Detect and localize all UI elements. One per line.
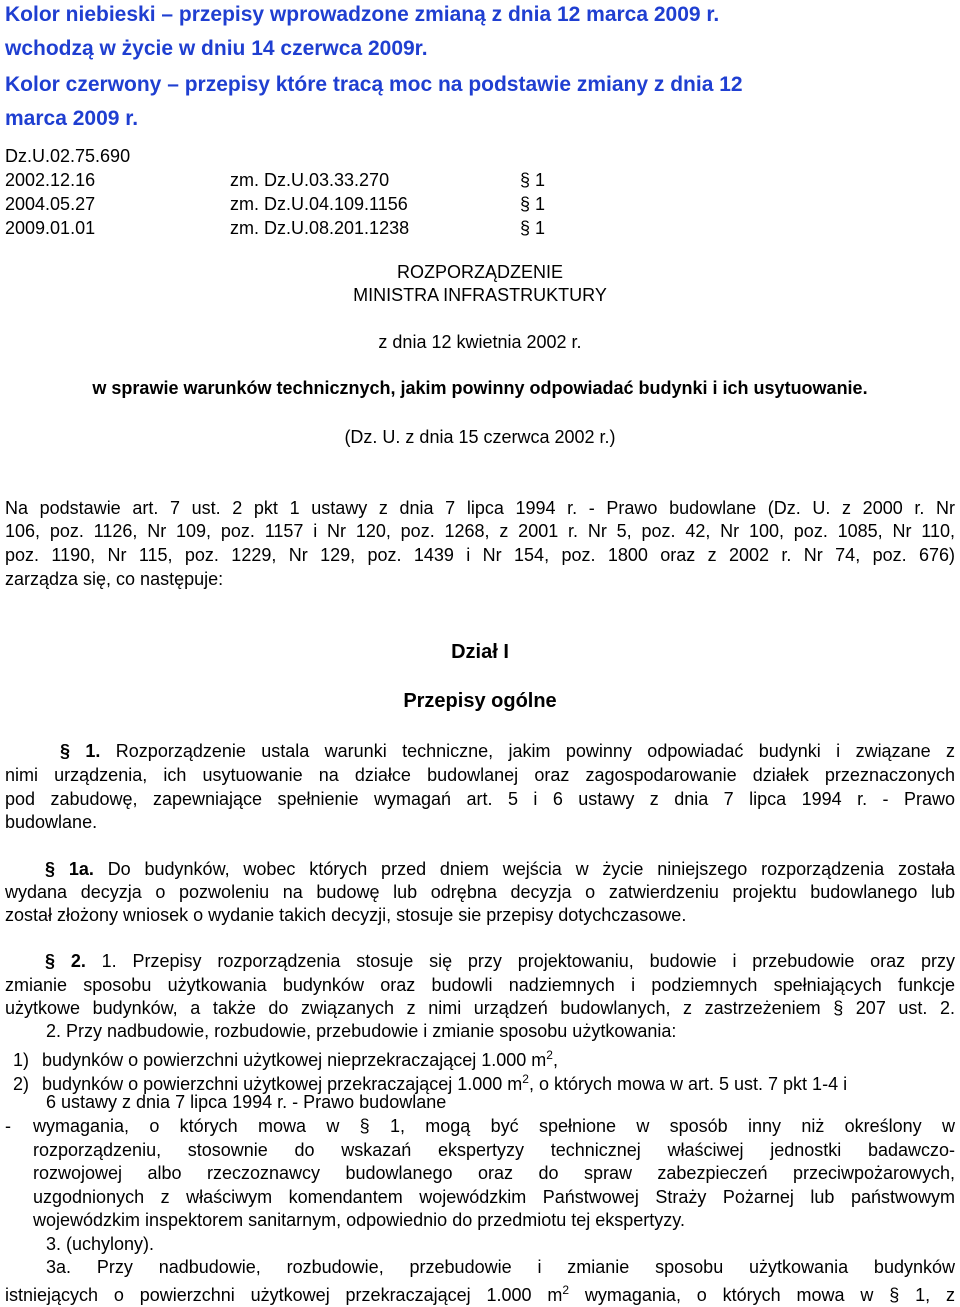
preamble-line: zarządza się, co następuje: [5,569,224,589]
dash-text-line: uzgodnionych z właściwym komendantem wojewódzkim Państwowej Straży Pożarnej lub państwowym [33,1187,955,1207]
paragraph-2-item: istniejących o powierzchni użytkowej przekraczającej 1.000 $m^2$ wymagania, o których mowa w § 1, z [5,1283,955,1305]
main-reference: Dz.U.02.75.690 [5,146,131,166]
list-item-continuation: 6 ustawy z dnia 7 lipca 1994 r. - Prawo budowlane [46,1092,447,1112]
list-text: budynków o powierzchni użytkowej nieprzekraczającej 1.000 $m^2$, [42,1048,558,1070]
amendment-date: 2002.12.16 [5,170,96,190]
paragraph-2-line: użytkowe budynków, a także do związanych z nimi urządzeń budowlanych, z zastrzeżeniem § 207 ust. 2. [5,998,955,1018]
paragraph-number: § 1a. [45,859,94,879]
amendment-ref: zm. Dz.U.04.109.1156 [230,194,408,214]
dash-text-line: wymagania, o których mowa w § 1, mogą być spełnione w sposób inny niż określony w [33,1116,955,1136]
paragraph-text: Do budynków, wobec których przed dniem wejścia w życie niniejszego rozporządzenia została [107,859,955,879]
paragraph-1a-line [5,857,955,881]
amendment-date: 2004.05.27 [5,194,96,214]
paragraph-text: Rozporządzenie ustala warunki techniczne, jakim powinny odpowiadać budynki i związane z [115,741,955,761]
paragraph-number: § 2. [45,951,86,971]
preamble-line: 106, poz. 1126, Nr 109, poz. 1157 i Nr 120, poz. 1268, z 2001 r. Nr 5, poz. 42, Nr 100, poz. 1085, Nr 110, [5,521,955,541]
paragraph-2-item: 3. (uchylony). [46,1234,155,1254]
document-title: ROZPORZĄDZENIE [396,262,563,282]
amendment-row [0,192,960,216]
amendment-ref: zm. Dz.U.03.33.270 [230,170,390,190]
list-number: 2) [13,1074,30,1094]
amendment-date: 2009.01.01 [5,218,96,238]
dash-text-line: rozporządzeniu, stosownie do wskazań ekspertyzy technicznej właściwej jednostki badawczo- [33,1140,955,1160]
paragraph-number: § 1. [60,741,101,761]
list-number: 1) [13,1050,30,1070]
legend-red-line2: marca 2009 r. [5,107,139,130]
amendment-paragraph: § 1 [520,218,546,238]
legend-blue-line1: Kolor niebieski – przepisy wprowadzone zmianą z dnia 12 marca 2009 r. [5,3,720,26]
paragraph-1a-line: wydana decyzja o pozwoleniu na budowę lub odrębna decyzja o zatwierdzeniu projektu budowlanego lub [5,882,955,902]
paragraph-1-line [5,739,955,763]
paragraph-2-item: 2. Przy nadbudowie, rozbudowie, przebudowie i zmianie sposobu użytkowania: [46,1021,677,1041]
amendment-row [0,216,960,240]
section-heading: Dział I [451,641,509,663]
list-text: budynków o powierzchni użytkowej przekraczającej 1.000 $m^2$, o których mowa w art. 5 ust. 7 pkt 1-4 i [42,1072,848,1094]
paragraph-1-line: budowlane. [5,812,98,832]
paragraph-1a-line: został złożony wniosek o wydanie takich decyzji, stosuje sie przepisy dotychczasowe. [5,905,687,925]
preamble-line: Na podstawie art. 7 ust. 2 pkt 1 ustawy z dnia 7 lipca 1994 r. - Prawo budowlane (Dz. U. z 2000 r. Nr [5,498,955,518]
amendment-paragraph: § 1 [520,194,546,214]
dash-marker: - [5,1116,11,1136]
paragraph-2-line: zmianie sposobu użytkowania budynków oraz budowli nadziemnych i podziemnych spełniających funkcje [5,975,955,995]
legend-blue-line2: wchodzą w życie w dniu 14 czerwca 2009r. [5,37,428,60]
paragraph-2-item: 3a. Przy nadbudowie, rozbudowie, przebudowie i zmianie sposobu użytkowania budynków [46,1257,955,1277]
document-subject: w sprawie warunków technicznych, jakim powinny odpowiadać budynki i ich usytuowanie. [92,378,868,398]
dash-text-line: wojewódzkim inspektorem sanitarnym, odpowiednio do przedmiotu tej ekspertyzy. [33,1210,685,1230]
dash-text-line: rozwojowej albo rzeczoznawcy budowlanego oraz do spraw zabezpieczeń przeciwpożarowych, [33,1163,955,1183]
preamble-line: poz. 1190, Nr 115, poz. 1229, Nr 129, poz. 1439 i Nr 154, poz. 1800 oraz z 2002 r. Nr 74, poz. 676) [5,545,955,565]
publication-reference: (Dz. U. z dnia 15 czerwca 2002 r.) [344,427,616,447]
legend-red-line1: Kolor czerwony – przepisy które tracą moc na podstawie zmiany z dnia 12 [5,73,743,96]
paragraph-2-line [5,949,955,973]
paragraph-text: 1. Przepisy rozporządzenia stosuje się przy projektowaniu, budowie i przebudowie oraz przy [101,951,955,971]
paragraph-1-line: pod zabudowę, zapewniające spełnienie wymagań art. 5 i 6 ustawy z dnia 7 lipca 1994 r. - Prawo [5,789,955,809]
document-date: z dnia 12 kwietnia 2002 r. [378,332,582,352]
amendment-ref: zm. Dz.U.08.201.1238 [230,218,410,238]
amendment-paragraph: § 1 [520,170,546,190]
paragraph-1-line: nimi urządzenia, ich usytuowanie na działce budowlanej oraz zagospodarowanie działek przeznaczonych [5,765,955,785]
amendment-row [0,168,960,192]
section-subheading: Przepisy ogólne [403,690,557,712]
document-issuer: MINISTRA INFRASTRUKTURY [353,285,607,305]
